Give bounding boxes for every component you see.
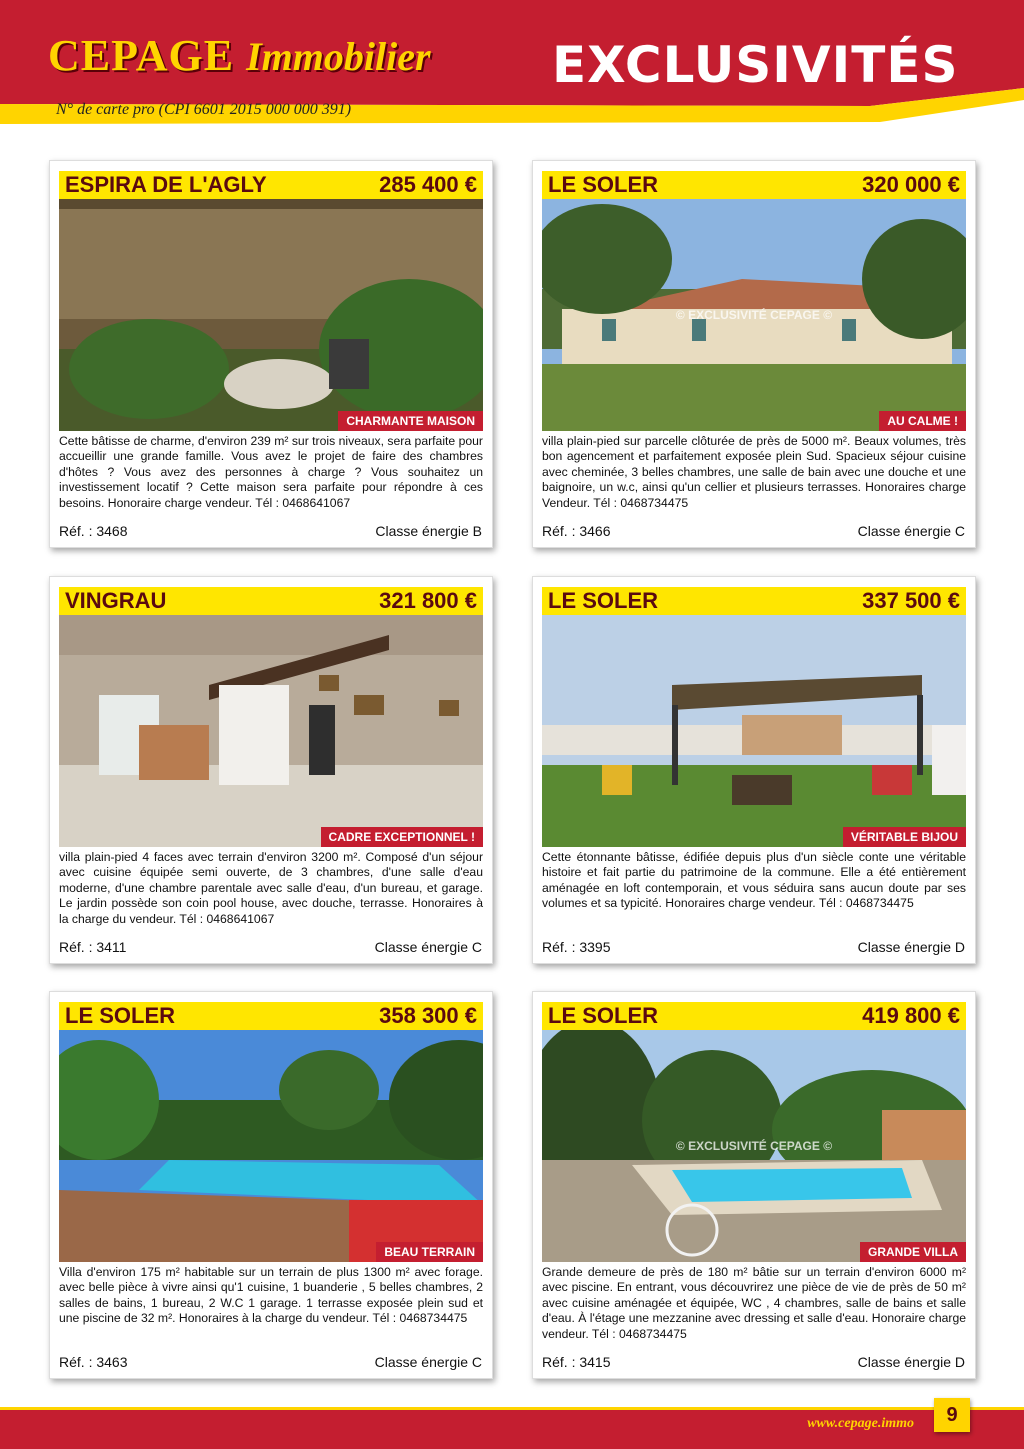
listing-tag: BEAU TERRAIN <box>376 1242 483 1262</box>
listing-photo[interactable] <box>59 199 483 431</box>
listing-card[interactable] <box>49 576 493 964</box>
listing-tag: AU CALME ! <box>879 411 966 431</box>
listing-photo[interactable] <box>542 199 966 431</box>
listing-header <box>59 1002 483 1030</box>
listing-energy-class: Classe énergie B <box>375 523 482 539</box>
listing-ref: Réf. : 3468 <box>59 523 128 539</box>
listing-town: LE SOLER <box>548 588 659 613</box>
listing-card[interactable] <box>532 991 976 1379</box>
brand-logo <box>48 30 431 81</box>
brand-subtitle: Immobilier <box>246 34 431 79</box>
listing-header <box>542 171 966 199</box>
listing-ref: Réf. : 3395 <box>542 939 611 955</box>
listing-tag: GRANDE VILLA <box>860 1242 966 1262</box>
page-number: 9 <box>934 1398 970 1432</box>
listing-description: villa plain-pied sur parcelle clôturée de près de 5000 m². Beaux volumes, très bon agencement et parfaitement exposée plein Sud. Spacieux séjour cuisine avec cheminée, 3 belles chambres, une salle de bain avec une douche et une baignoire, un w.c, ainsi qu'un cellier et plusieurs terrasses. Honoraires charge Vendeur. Tél : 0468734475 <box>542 434 966 510</box>
listing-header <box>542 1002 966 1030</box>
carte-pro-number: N° de carte pro (CPI 6601 2015 000 000 391) <box>56 101 352 118</box>
listing-price: 419 800 € <box>862 1003 960 1028</box>
listing-card[interactable] <box>49 160 493 548</box>
photo-watermark: © EXCLUSIVITÉ CEPAGE © <box>675 1139 833 1153</box>
listing-card[interactable] <box>532 576 976 964</box>
listing-tag: CHARMANTE MAISON <box>338 411 483 431</box>
listing-energy-class: Classe énergie C <box>374 1354 482 1370</box>
listing-photo[interactable] <box>542 1030 966 1262</box>
listing-town: LE SOLER <box>548 172 659 197</box>
listing-price: 285 400 € <box>379 172 477 197</box>
listing-card[interactable] <box>49 991 493 1379</box>
listing-town: LE SOLER <box>548 1003 659 1028</box>
listing-energy-class: Classe énergie C <box>374 939 482 955</box>
listing-description: villa plain-pied 4 faces avec terrain d'environ 3200 m². Composé d'un séjour avec cuisine équipée semi ouverte, de 3 chambres, d'une salle d'eau moderne, d'une chambre parentale avec salle d'eau, d'un bureau, et garage. Le jardin possède son coin pool house, avec douche, terrasse. Honoraires à la charge du vendeur. Tél : 0468641067 <box>59 850 483 926</box>
listing-card[interactable] <box>532 160 976 548</box>
listing-ref: Réf. : 3411 <box>59 939 127 955</box>
listing-tag: CADRE EXCEPTIONNEL ! <box>321 827 483 847</box>
listing-photo[interactable] <box>59 615 483 847</box>
photo-watermark: © EXCLUSIVITÉ CEPAGE © <box>675 308 833 322</box>
listing-photo[interactable] <box>59 1030 483 1262</box>
listing-energy-class: Classe énergie D <box>857 1354 965 1370</box>
listing-energy-class: Classe énergie D <box>857 939 965 955</box>
listing-photo[interactable] <box>542 615 966 847</box>
listing-town: LE SOLER <box>65 1003 176 1028</box>
listing-header <box>59 587 483 615</box>
listing-ref: Réf. : 3415 <box>542 1354 611 1370</box>
listing-header <box>542 587 966 615</box>
website-link[interactable]: www.cepage.immo <box>807 1416 914 1431</box>
listing-description: Cette bâtisse de charme, d'environ 239 m² sur trois niveaux, sera parfaite pour accueillir une grande famille. Vous avez le projet de faire des chambres d'hôtes ? Vous avez des personnes à charge ? Vous souhaitez un investissement locatif ? Cette maison sera parfaite pour répondre à ces besoins. Honoraire charge vendeur. Tél : 0468641067 <box>59 434 483 510</box>
page-header <box>0 0 1024 130</box>
listing-price: 358 300 € <box>379 1003 477 1028</box>
listing-price: 320 000 € <box>862 172 960 197</box>
page-title: EXCLUSIVITÉS <box>552 36 959 94</box>
listing-header <box>59 171 483 199</box>
listing-tag: VÉRITABLE BIJOU <box>843 827 966 847</box>
brand-name: CEPAGE <box>48 31 235 80</box>
listing-price: 321 800 € <box>379 588 477 613</box>
listing-description: Grande demeure de près de 180 m² bâtie sur un terrain d'environ 6000 m² avec piscine. En entrant, vous découvrirez une pièce de vie de près de 50 m² avec cuisine aménagée et équipée, WC , 4 chambres, salle de bains et salle d'eau. À l'étage une mezzanine avec dressing et salle d'eau. Honoraire charge vendeur. Tél : 0468734475 <box>542 1265 966 1341</box>
listing-price: 337 500 € <box>862 588 960 613</box>
listing-description: Cette étonnante bâtisse, édifiée depuis plus d'un siècle conte une véritable histoire et fait partie du patrimoine de la commune. Elle a été entièrement aménagée en loft contemporain, et vous séduira sans aucun doute par ses volumes et sa typicité. Honoraires charge vendeur. Tél : 0468734475 <box>542 850 966 911</box>
listing-description: Villa d'environ 175 m² habitable sur un terrain de plus 1300 m² avec forage. avec belle pièce à vivre ainsi qu'1 cuisine, 1 buanderie , 5 belles chambres, 2 salles de bains, 1 bureau, 2 W.C 1 garage. 1 terrasse exposée plein sud et une piscine de 32 m². Honoraires à la charge du vendeur. Tél : 0468734475 <box>59 1265 483 1326</box>
listing-energy-class: Classe énergie C <box>857 523 965 539</box>
listing-ref: Réf. : 3463 <box>59 1354 128 1370</box>
listing-town: VINGRAU <box>65 588 167 613</box>
listing-town: ESPIRA DE L'AGLY <box>65 172 267 197</box>
listing-ref: Réf. : 3466 <box>542 523 611 539</box>
